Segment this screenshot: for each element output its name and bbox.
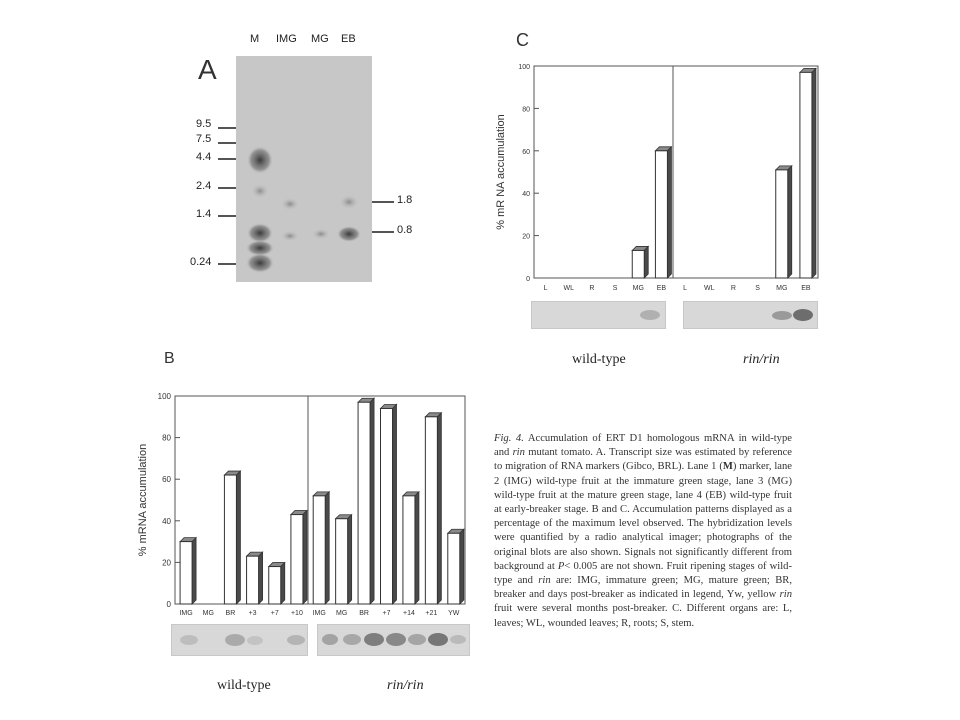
bar	[381, 408, 393, 604]
bar-side	[325, 492, 329, 604]
blot-band	[247, 636, 263, 645]
y-tick-label: 100	[518, 64, 530, 71]
bar	[425, 417, 437, 604]
x-category-label: R	[589, 285, 595, 292]
x-category-label: R	[730, 285, 736, 292]
y-tick-label: 80	[522, 106, 530, 114]
bar	[313, 496, 325, 604]
x-category-label: +7	[270, 610, 279, 617]
y-tick-label: 40	[162, 516, 171, 526]
blot-a-image	[236, 56, 372, 282]
x-category-label: MG	[202, 610, 214, 617]
marker-tick	[218, 127, 236, 129]
lane-label-img: IMG	[276, 33, 297, 45]
figure-caption	[494, 432, 792, 631]
bar	[180, 542, 192, 604]
caption-part2: ) marker, lane 2 (IMG) wild-type fruit at the immature green stage, lane 3 (MG) wild-type fruit at the mature green stage, lane 4 (EB) wild-type fruit at early-breaker stage. B and C. Accumulation patterns displayed as a percentage of the maximum level observed. The hybridization levels were quantified by a radio analytical imager; photographs of the original blots are also shown. Signals not significantly different from background at	[494, 461, 792, 572]
chart-c	[492, 58, 830, 296]
caption-part5: fruit were several months post-breaker. C. Different organs are: L, leaves; WL, wounded leaves; R, roots; S, stem.	[494, 603, 792, 629]
bar	[776, 170, 788, 278]
blot-c-rin	[683, 301, 818, 329]
bar-side	[460, 529, 464, 604]
x-category-label: +3	[248, 610, 257, 617]
marker-2-4: 2.4	[196, 180, 212, 192]
bar-side	[788, 166, 792, 278]
x-category-label: MG	[336, 610, 348, 617]
blot-band	[322, 634, 338, 645]
x-category-label: S	[612, 285, 618, 292]
x-category-label: IMG	[312, 610, 326, 617]
lane-label-eb: EB	[341, 33, 356, 45]
blot-band	[640, 310, 660, 320]
y-axis-label: % mR NA accumulation	[495, 114, 507, 230]
panel-b-letter: B	[164, 350, 175, 367]
marker-0-24: 0.24	[190, 256, 212, 268]
bar-side	[192, 538, 196, 604]
bar-side	[259, 552, 263, 604]
blot-b-rin	[317, 624, 470, 656]
x-category-label: +21	[425, 610, 438, 617]
y-tick-label: 40	[522, 191, 530, 199]
blot-b-wildtype	[171, 624, 308, 656]
x-category-label: MG	[632, 285, 644, 292]
marker-9-5: 9.5	[196, 118, 212, 130]
x-category-label: YW	[448, 610, 460, 617]
panel-c-label-rin: rin/rin	[743, 352, 780, 367]
x-category-label: EB	[656, 285, 667, 292]
blot-band	[180, 635, 198, 645]
y-tick-label: 20	[522, 233, 530, 241]
caption-lane1: M	[722, 461, 733, 473]
y-axis-label: % mRNA accumulation	[137, 443, 149, 557]
panel-c-label-wildtype: wild-type	[572, 352, 626, 367]
y-tick-label: 0	[526, 276, 530, 283]
bar-side	[348, 515, 352, 604]
bar	[448, 533, 460, 604]
caption-part3: < 0.005 are not shown. Fruit ripening stages of wild-type and	[494, 560, 792, 587]
blot-band	[450, 635, 466, 644]
caption-rin: rin	[779, 589, 792, 601]
x-category-label: +14	[402, 610, 415, 617]
marker-4-4: 4.4	[196, 151, 212, 163]
marker-tick	[218, 142, 236, 144]
bar	[336, 519, 348, 604]
bar	[800, 72, 812, 278]
blot-band	[225, 634, 245, 646]
panel-b-label-wildtype: wild-type	[217, 678, 271, 693]
x-category-label: EB	[801, 285, 811, 292]
y-tick-label: 20	[162, 558, 171, 568]
lane-label-m: M	[250, 33, 260, 45]
y-tick-label: 60	[162, 475, 171, 485]
x-category-label: MG	[776, 285, 788, 292]
bar-side	[303, 511, 307, 604]
y-tick-label: 60	[522, 148, 530, 156]
bar	[291, 515, 303, 604]
x-category-label: BR	[225, 610, 236, 617]
x-category-label: S	[755, 285, 760, 292]
blot-band	[772, 311, 792, 320]
blot-band	[287, 635, 305, 645]
bar-side	[281, 563, 285, 604]
blot-band	[428, 633, 448, 646]
bar	[247, 556, 259, 604]
x-category-label: +7	[382, 610, 391, 617]
bar-side	[236, 471, 240, 604]
blot-band	[386, 633, 406, 646]
caption-figure-label: Fig. 4.	[494, 433, 524, 444]
x-category-label: L	[543, 285, 548, 292]
y-tick-label: 80	[162, 433, 171, 443]
blot-band	[364, 633, 384, 646]
bar-side	[437, 413, 441, 604]
caption-title: Accumulation of ERT D1 homologous mRNA in wild-type and	[494, 433, 792, 459]
marker-tick	[218, 215, 236, 217]
marker-tick	[218, 187, 236, 189]
caption-part4: are: IMG, immature green; MG, mature green; BR, breaker and days post-breaker as indicated in legend, Yw, yellow	[494, 575, 792, 601]
bar-side	[393, 404, 397, 604]
bar-side	[667, 147, 671, 278]
blot-band	[343, 634, 361, 645]
bar-side	[370, 398, 374, 604]
panel-a-letter: A	[198, 54, 217, 85]
lane-label-mg: MG	[311, 33, 329, 45]
bar	[655, 151, 667, 278]
blot-c-wildtype	[531, 301, 666, 329]
y-tick-label: 0	[166, 600, 171, 609]
band-label-0-8: 0.8	[397, 224, 413, 236]
marker-tick	[218, 158, 236, 160]
blot-band	[793, 309, 813, 321]
marker-7-5: 7.5	[196, 133, 212, 145]
band-tick	[372, 231, 394, 233]
x-category-label: IMG	[179, 610, 193, 617]
bar-side	[415, 492, 419, 604]
band-tick	[372, 201, 394, 203]
marker-1-4: 1.4	[196, 208, 212, 220]
marker-tick	[218, 263, 236, 265]
chart-b	[132, 386, 476, 618]
panel-c-letter: C	[516, 30, 529, 50]
y-tick-label: 100	[157, 392, 171, 401]
x-category-label: +10	[290, 610, 303, 617]
x-category-label: L	[683, 285, 688, 292]
caption-rin: rin	[538, 575, 551, 587]
x-category-label: WL	[704, 285, 715, 292]
bar	[632, 250, 644, 278]
bar	[358, 402, 370, 604]
caption-title-end: mutant tomato. A. Transcript size was estimated by reference to migration of RNA markers (Gibco, BRL). Lane 1 (	[494, 447, 792, 473]
bar-side	[644, 246, 648, 278]
panel-b-label-rin: rin/rin	[387, 678, 424, 693]
band-label-1-8: 1.8	[397, 194, 413, 206]
caption-rin: rin	[512, 447, 525, 459]
bar	[224, 475, 236, 604]
bar	[403, 496, 415, 604]
bar	[269, 567, 281, 604]
x-category-label: WL	[563, 285, 574, 292]
x-category-label: BR	[359, 610, 369, 617]
blot-band	[408, 634, 426, 645]
bar-side	[812, 68, 816, 278]
caption-p: P	[557, 560, 565, 572]
